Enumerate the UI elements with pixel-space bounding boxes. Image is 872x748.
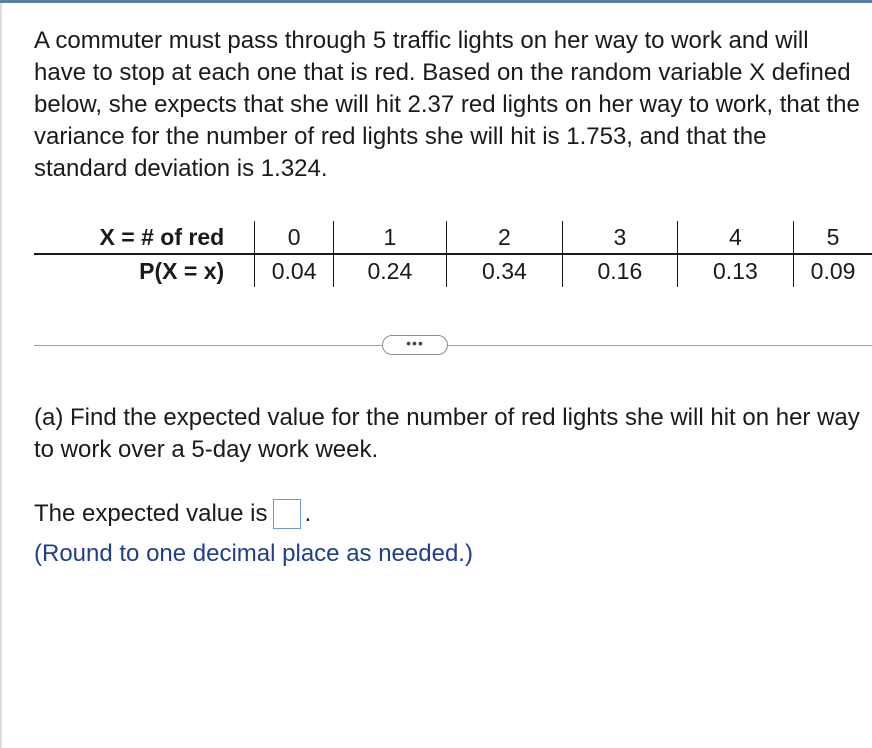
rounding-hint: (Round to one decimal place as needed.) xyxy=(34,540,473,567)
section-divider xyxy=(34,345,872,346)
p-value-3: 0.16 xyxy=(563,254,678,287)
table-row-probability xyxy=(34,254,872,287)
p-value-4: 0.13 xyxy=(677,254,793,287)
answer-suffix: . xyxy=(304,500,312,527)
p-value-5: 0.09 xyxy=(794,254,872,287)
x-value-5: 5 xyxy=(794,221,872,254)
x-value-1: 1 xyxy=(334,221,447,254)
answer-prefix: The expected value is xyxy=(34,500,268,527)
left-border xyxy=(0,3,2,748)
expected-value-input[interactable] xyxy=(273,499,301,529)
p-value-2: 0.34 xyxy=(446,254,562,287)
p-header: P(X = x) xyxy=(139,257,225,284)
p-value-1: 0.24 xyxy=(334,254,447,287)
x-value-4: 4 xyxy=(677,221,793,254)
x-value-2: 2 xyxy=(446,221,562,254)
probability-distribution-table xyxy=(34,221,872,287)
show-more-button[interactable]: ••• xyxy=(382,335,448,355)
part-a-question: (a) Find the expected value for the number of red lights she will hit on her way to work over a 5-day work week. xyxy=(34,404,860,463)
x-value-3: 3 xyxy=(563,221,678,254)
answer-line xyxy=(34,498,311,530)
table-row-x xyxy=(34,221,872,254)
p-value-0: 0.04 xyxy=(255,254,334,287)
x-value-0: 0 xyxy=(255,221,334,254)
x-header: X = # of red xyxy=(34,221,224,254)
problem-statement: A commuter must pass through 5 traffic lights on her way to work and will have to stop at each one that is red. Based on the random variable X defined below, she expects that she will hit 2.37 red lights on her way to work, that the variance for the number of red lights she will hit is 1.753, and that the standard deviation is 1.324. xyxy=(34,27,860,182)
top-border xyxy=(0,0,872,3)
